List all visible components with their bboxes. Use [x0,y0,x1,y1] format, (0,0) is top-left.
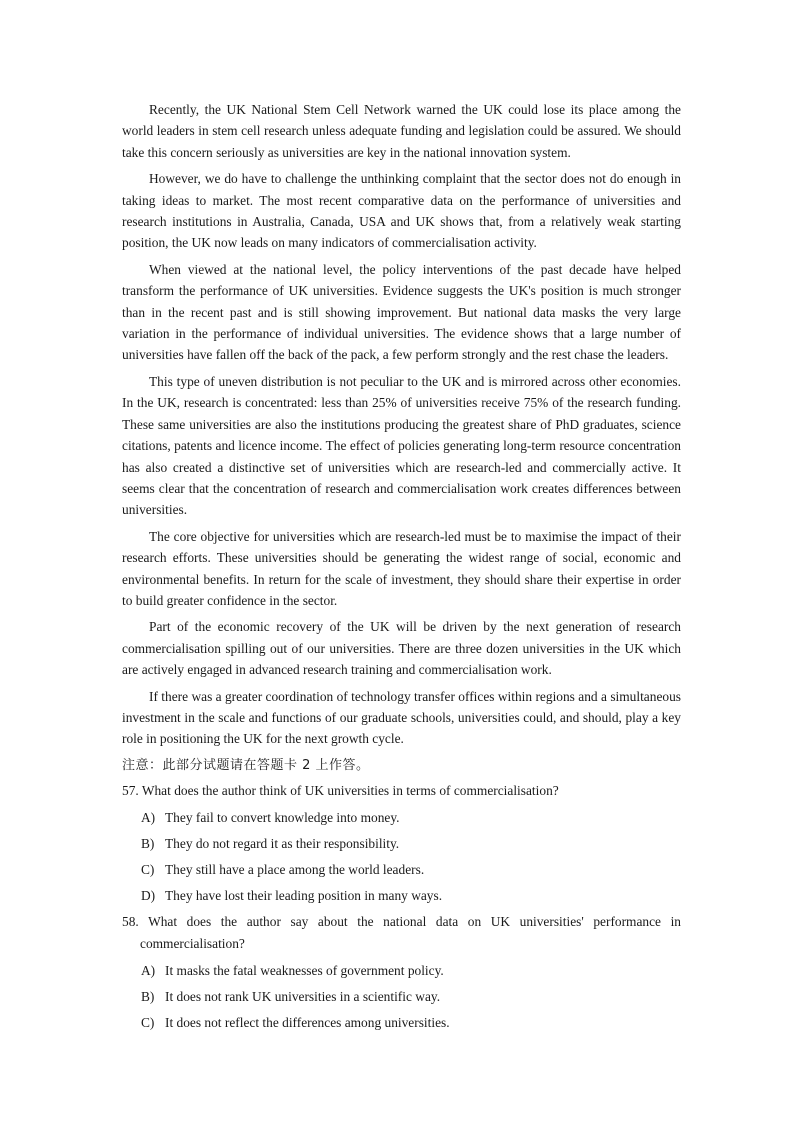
question-stem: 57. What does the author think of UK universities in terms of commercialisation? [122,782,559,798]
question-57 [122,780,681,909]
passage-paragraph-5: The core objective for universities which are research-led must be to maximise the impact of their research efforts. These universities should be generating the widest range of social, economic and environmental benefits. In return for the scale of investment, they should share their expertise in order to build greater confidence in the sector. [122,528,681,608]
option-text: They fail to convert knowledge into money. [165,810,400,826]
option-letter: C) [141,1015,155,1030]
answer-sheet-notice: 注意：此部分试题请在答题卡 2 上作答。 [122,757,370,773]
option-letter: B) [141,989,155,1004]
question-stem: 58. What does the author say about the national data on UK universities' performance in commercialisation? [122,914,681,951]
option-letter: A) [141,810,156,826]
option-text: It masks the fatal weaknesses of government policy. [165,963,444,978]
question-58 [122,911,681,1036]
option-letter: C) [141,862,155,878]
passage-paragraph-4: This type of uneven distribution is not peculiar to the UK and is mirrored across other economies. In the UK, research is concentrated: less than 25% of universities receive 75% of the research funding. These same universities are also the institutions producing the greatest share of PhD graduates, science citations, patents and licence income. The effect of policies generating long-term resource concentration has also created a distinctive set of universities which are research-led and commercially active. It seems clear that the concentration of research and commercialisation work creates differences between universities. [122,373,681,518]
option-c[interactable] [122,857,681,883]
option-text: They do not regard it as their responsibility. [165,836,400,852]
passage-paragraph-1: Recently, the UK National Stem Cell Network warned the UK could lose its place among the world leaders in stem cell research unless adequate funding and legislation could be assured. We should take this concern seriously as universities are key in the national innovation system. [122,102,681,160]
option-letter: D) [141,888,156,904]
option-text: It does not rank UK universities in a scientific way. [165,989,441,1004]
passage-paragraph-6: Part of the economic recovery of the UK will be driven by the next generation of research commercialisation spilling out of our universities. There are three dozen universities in the UK which are actively engaged in advanced research training and commercialisation work. [122,619,681,678]
passage-paragraph-2: However, we do have to challenge the unthinking complaint that the sector does not do enough in taking ideas to market. The most recent comparative data on the performance of universities and research institutions in Australia, Canada, USA and UK shows that, from a relatively weak starting position, the UK now leads on many indicators of commercialisation activity. [122,171,681,251]
option-letter: A) [141,963,156,978]
passage-paragraph-7: If there was a greater coordination of technology transfer offices within regions and a simultaneous investment in the scale and functions of our graduate schools, universities could, and should, play a key role in positioning the UK for the next growth cycle. [122,688,681,747]
option-b[interactable] [122,984,681,1010]
option-b[interactable] [122,831,681,857]
passage-paragraph-3: When viewed at the national level, the policy interventions of the past decade have helped transform the performance of UK universities. Evidence suggests the UK's position is much stronger than in the recent past and is still showing improvement. But national data masks the very large variation in the performance of individual universities. The evidence shows that a large number of universities have fallen off the back of the pack, a few perform strongly and the rest chase the leaders. [122,261,681,363]
option-text: It does not reflect the differences among universities. [165,1015,450,1030]
reading-passage [122,99,681,750]
option-text: They have lost their leading position in many ways. [165,888,443,904]
exam-page [122,99,681,1036]
option-letter: B) [141,836,155,852]
option-c[interactable] [122,1010,681,1036]
option-a[interactable] [122,805,681,831]
option-a[interactable] [122,958,681,984]
option-text: They still have a place among the world leaders. [165,862,425,878]
option-d[interactable] [122,883,681,909]
